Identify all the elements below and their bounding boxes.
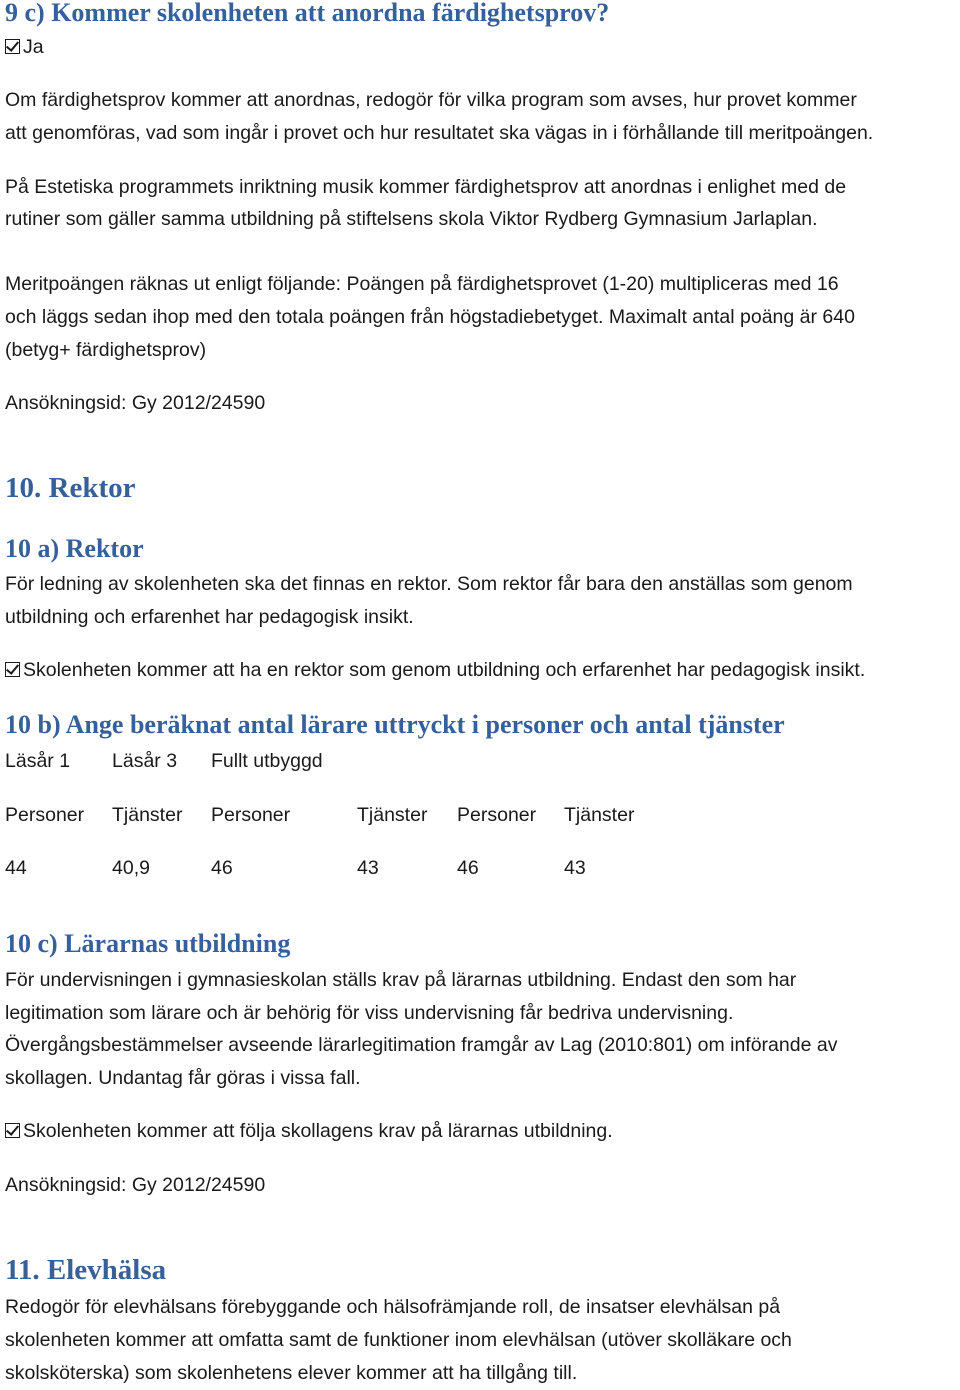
section-10a-heading: 10 a) Rektor (5, 534, 144, 563)
paragraph-line: utbildning och erfarenhet har pedagogisk insikt. (5, 606, 414, 628)
column-header: Personer (5, 804, 85, 826)
table-cell: 43 (357, 857, 379, 879)
question-line: att genomföras, vad som ingår i provet och hur resultatet ska vägas in i förhållande till meritpoängen. (5, 122, 874, 144)
checked-checkbox-icon (5, 662, 20, 677)
table-cell: 44 (5, 857, 27, 879)
teacher-checkbox-statement (5, 1115, 613, 1148)
section-10-heading: 10. Rektor (5, 472, 136, 504)
column-header: Tjänster (112, 804, 183, 826)
application-id: Ansökningsid: Gy 2012/24590 (5, 392, 266, 414)
paragraph-line: skolenheten kommer att omfatta samt de funktioner inom elevhälsan (utöver skolläkare och (5, 1329, 792, 1351)
paragraph-line: Övergångsbestämmelser avseende lärarlegitimation framgår av Lag (2010:801) om införande av (5, 1034, 838, 1056)
period-label: Fullt utbyggd (211, 750, 323, 772)
paragraph-line: legitimation som lärare och är behörig för viss undervisning får bedriva undervisning. (5, 1002, 734, 1024)
section-9c-heading: 9 c) Kommer skolenheten att anordna färdighetsprov? (5, 0, 610, 27)
table-cell: 40,9 (112, 857, 150, 879)
checkbox-label: Skolenheten kommer att ha en rektor som genom utbildning och erfarenhet har pedagogisk insikt. (23, 659, 866, 681)
answer-yes (5, 31, 44, 64)
table-cell: 46 (211, 857, 233, 879)
section-10c-heading: 10 c) Lärarnas utbildning (5, 929, 291, 958)
column-header: Tjänster (357, 804, 428, 826)
paragraph-line: Meritpoängen räknas ut enligt följande: Poängen på färdighetsprovet (1-20) multipliceras med 16 (5, 273, 839, 295)
checkbox-label: Skolenheten kommer att följa skollagens krav på lärarnas utbildning. (23, 1120, 613, 1142)
paragraph-line: och läggs sedan ihop med den totala poängen från högstadiebetyget. Maximalt antal poäng är 640 (5, 306, 855, 328)
application-id: Ansökningsid: Gy 2012/24590 (5, 1174, 266, 1196)
period-label: Läsår 3 (112, 750, 178, 772)
checked-checkbox-icon (5, 1123, 20, 1138)
paragraph-line: skollagen. Undantag får göras i vissa fall. (5, 1067, 361, 1089)
checked-checkbox-icon (5, 39, 20, 54)
table-cell: 43 (564, 857, 586, 879)
answer-label: Ja (23, 36, 44, 58)
paragraph-line: skolsköterska) som skolenhetens elever kommer att ha tillgång till. (5, 1362, 578, 1384)
question-line: Om färdighetsprov kommer att anordnas, redogör för vilka program som avses, hur provet kommer (5, 89, 857, 111)
rector-checkbox-statement (5, 654, 865, 687)
section-11-heading: 11. Elevhälsa (5, 1254, 167, 1286)
section-10b-heading: 10 b) Ange beräknat antal lärare uttryckt i personer och antal tjänster (5, 710, 785, 739)
column-header: Personer (211, 804, 291, 826)
paragraph-line: För undervisningen i gymnasieskolan ställs krav på lärarnas utbildning. Endast den som har (5, 969, 797, 991)
paragraph-line: rutiner som gäller samma utbildning på stiftelsens skola Viktor Rydberg Gymnasium Jarlaplan. (5, 208, 818, 230)
paragraph-line: På Estetiska programmets inriktning musik kommer färdighetsprov att anordnas i enlighet med de (5, 176, 847, 198)
column-header: Tjänster (564, 804, 635, 826)
paragraph-line: För ledning av skolenheten ska det finnas en rektor. Som rektor får bara den anställas som genom (5, 573, 853, 595)
paragraph-line: Redogör för elevhälsans förebyggande och hälsofrämjande roll, de insatser elevhälsan på (5, 1296, 781, 1318)
table-cell: 46 (457, 857, 479, 879)
column-header: Personer (457, 804, 537, 826)
paragraph-line: (betyg+ färdighetsprov) (5, 339, 207, 361)
period-label: Läsår 1 (5, 750, 71, 772)
